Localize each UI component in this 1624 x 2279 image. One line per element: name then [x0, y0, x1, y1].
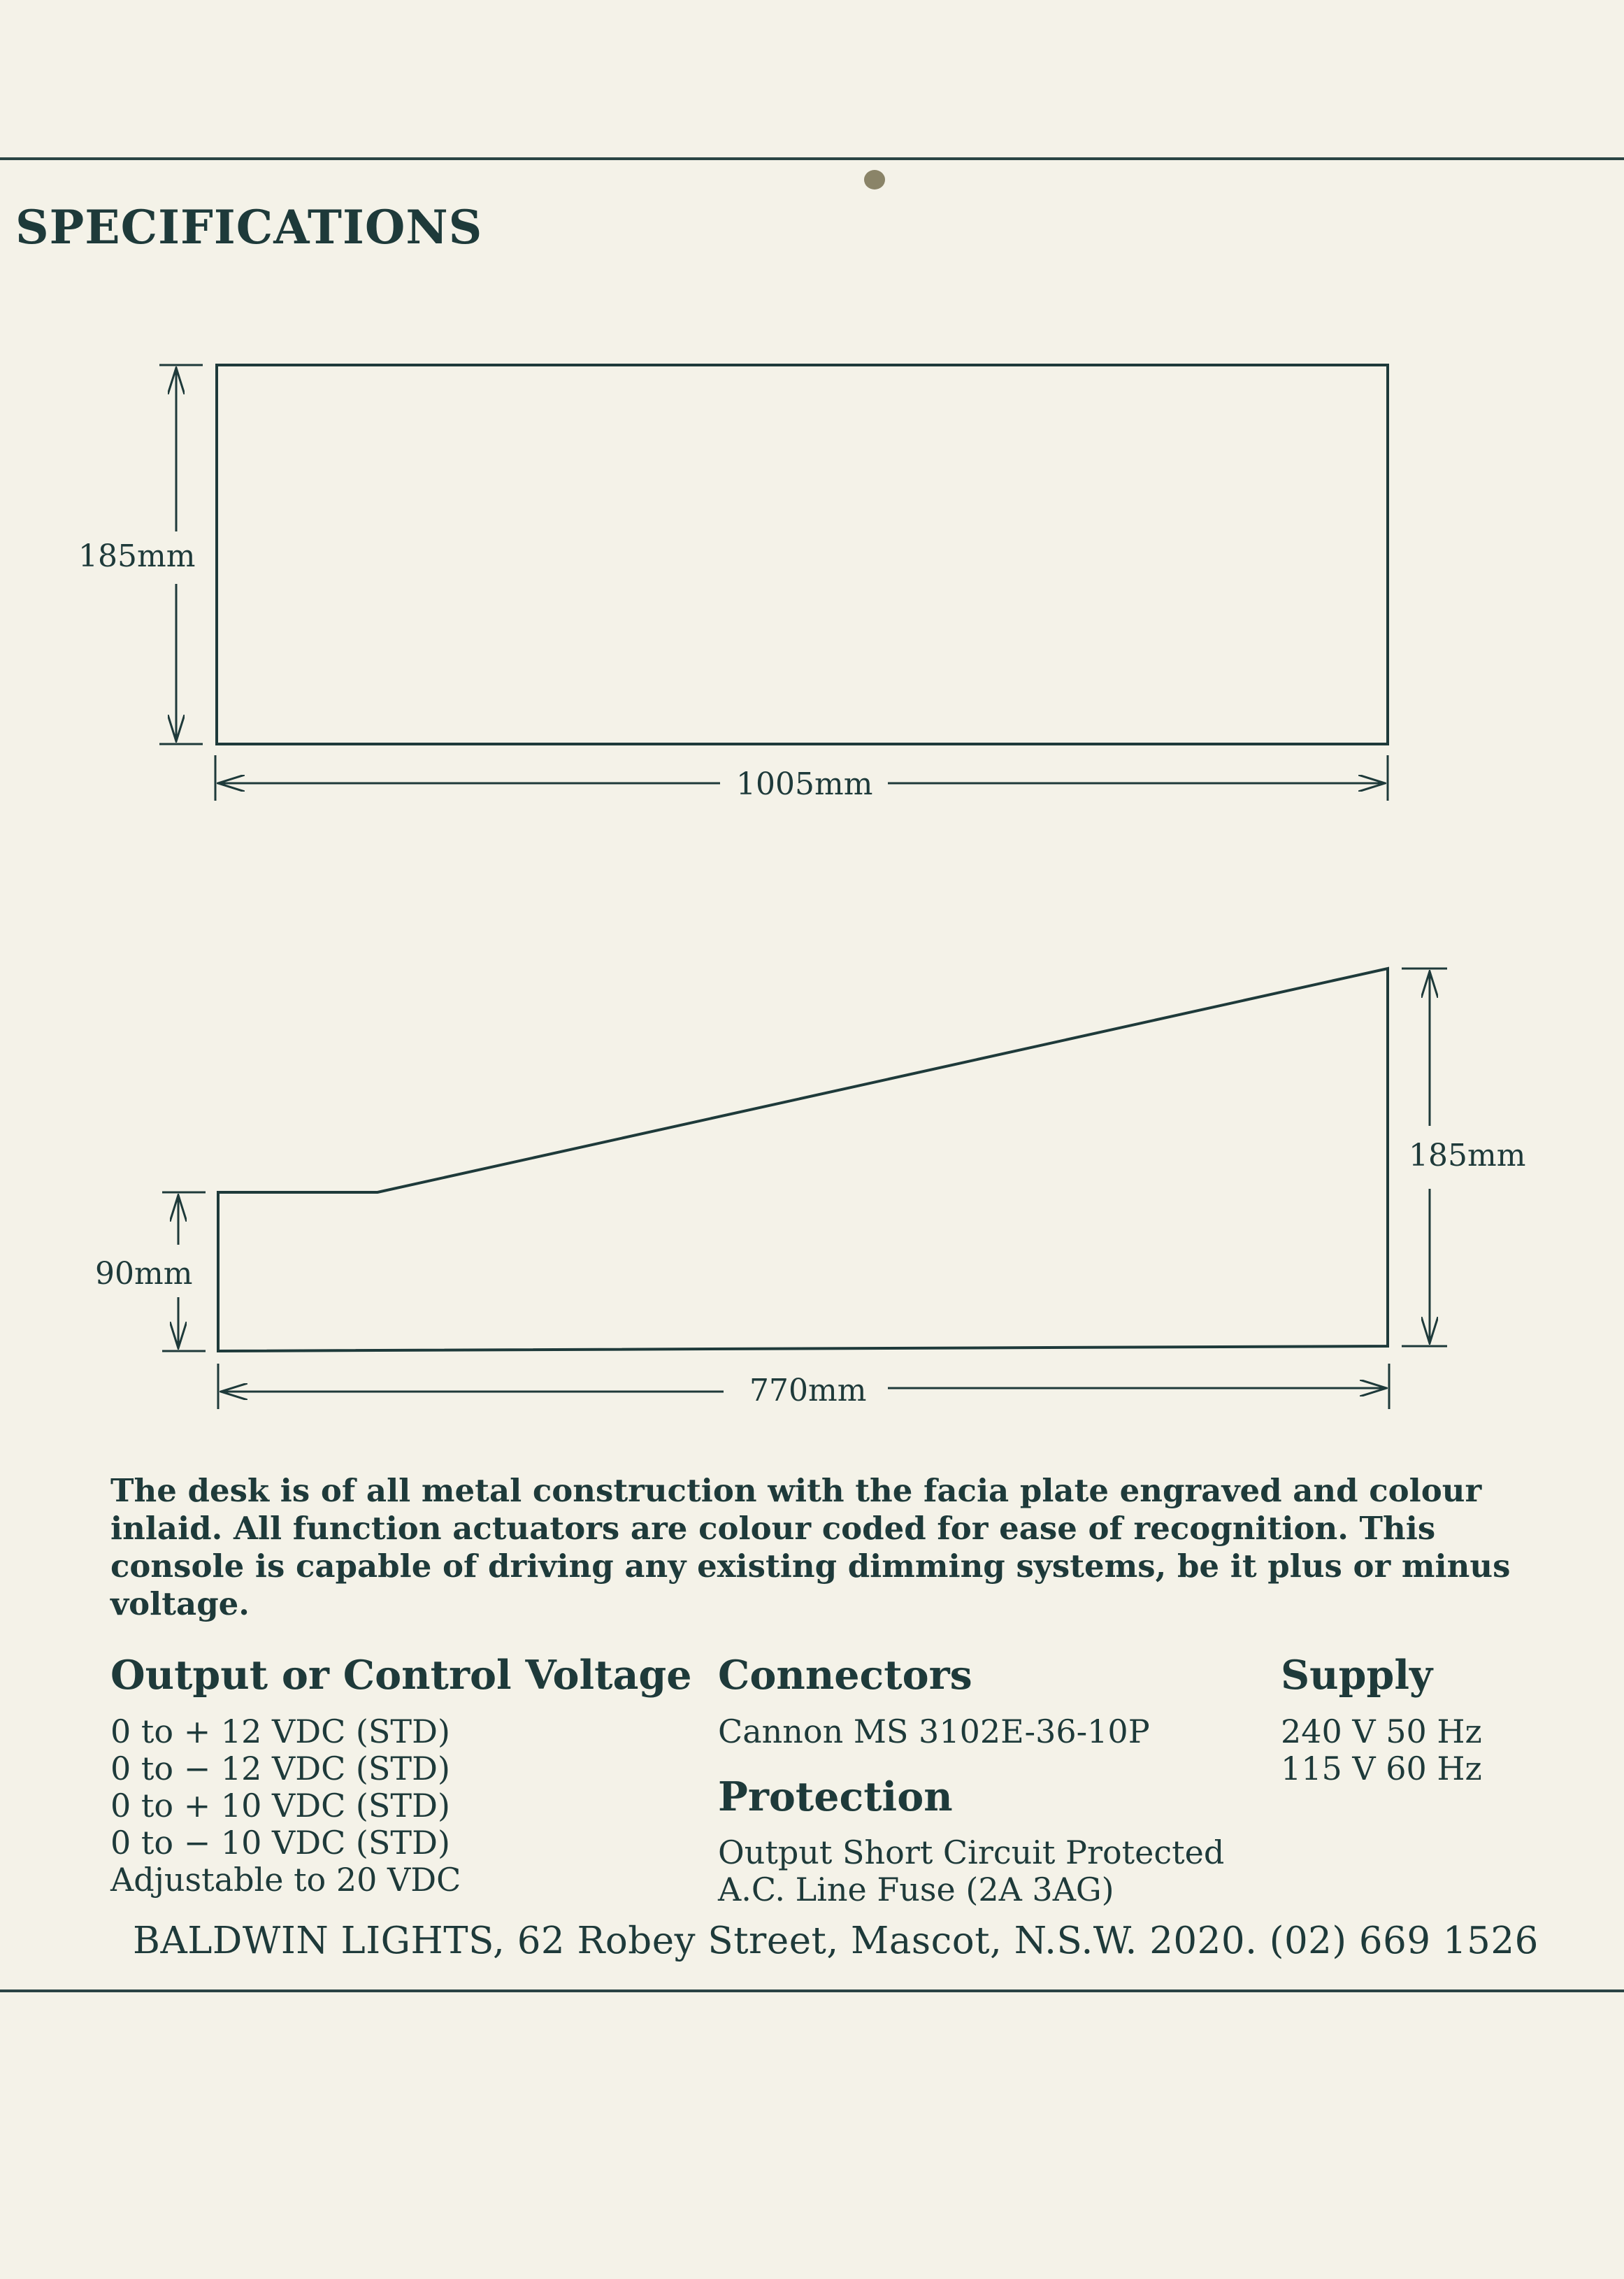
footer-address: BALDWIN LIGHTS, 62 Robey Street, Mascot, N.S.W. 2020. (02) 669 1526 [133, 1920, 1539, 1962]
output-voltage-item: 0 to + 10 VDC (STD) [110, 1786, 450, 1824]
output-voltage-heading: Output or Control Voltage [110, 1652, 692, 1699]
supply-heading: Supply [1281, 1652, 1433, 1699]
front-width-label: 1005mm [736, 766, 873, 802]
description-paragraph: The desk is of all metal construction with the facia plate engraved and colour inlaid. All function actuators are colour coded for ease of recognition. This console is capable of driving any existing dimming systems, be it plus or minus voltage. [110, 1472, 1511, 1622]
protection-heading: Protection [718, 1773, 953, 1820]
side-front-height-label: 90mm [95, 1256, 193, 1292]
connectors-section [718, 1654, 1224, 1908]
protection-item: A.C. Line Fuse (2A 3AG) [718, 1871, 1114, 1909]
output-voltage-section [110, 1654, 692, 1899]
supply-item: 240 V 50 Hz [1281, 1712, 1482, 1750]
output-voltage-item: Adjustable to 20 VDC [110, 1860, 461, 1899]
output-voltage-item: 0 to − 12 VDC (STD) [110, 1749, 450, 1787]
bottom-rule [0, 1989, 1624, 1992]
front-height-label: 185mm [78, 538, 196, 574]
supply-item: 115 V 60 Hz [1281, 1749, 1482, 1787]
connectors-item: Cannon MS 3102E-36-10P [718, 1712, 1150, 1750]
side-view-outline [218, 969, 1388, 1351]
front-view-outline [217, 365, 1388, 744]
output-voltage-item: 0 to − 10 VDC (STD) [110, 1823, 450, 1862]
connectors-heading: Connectors [718, 1652, 972, 1699]
output-voltage-item: 0 to + 12 VDC (STD) [110, 1712, 450, 1750]
side-rear-height-label: 185mm [1409, 1138, 1526, 1173]
side-view [95, 969, 1525, 1409]
protection-item: Output Short Circuit Protected [718, 1834, 1225, 1872]
side-depth-label: 770mm [749, 1373, 867, 1408]
front-view [78, 365, 1388, 802]
supply-section [1281, 1654, 1482, 1787]
page-title: SPECIFICATIONS [15, 200, 483, 255]
